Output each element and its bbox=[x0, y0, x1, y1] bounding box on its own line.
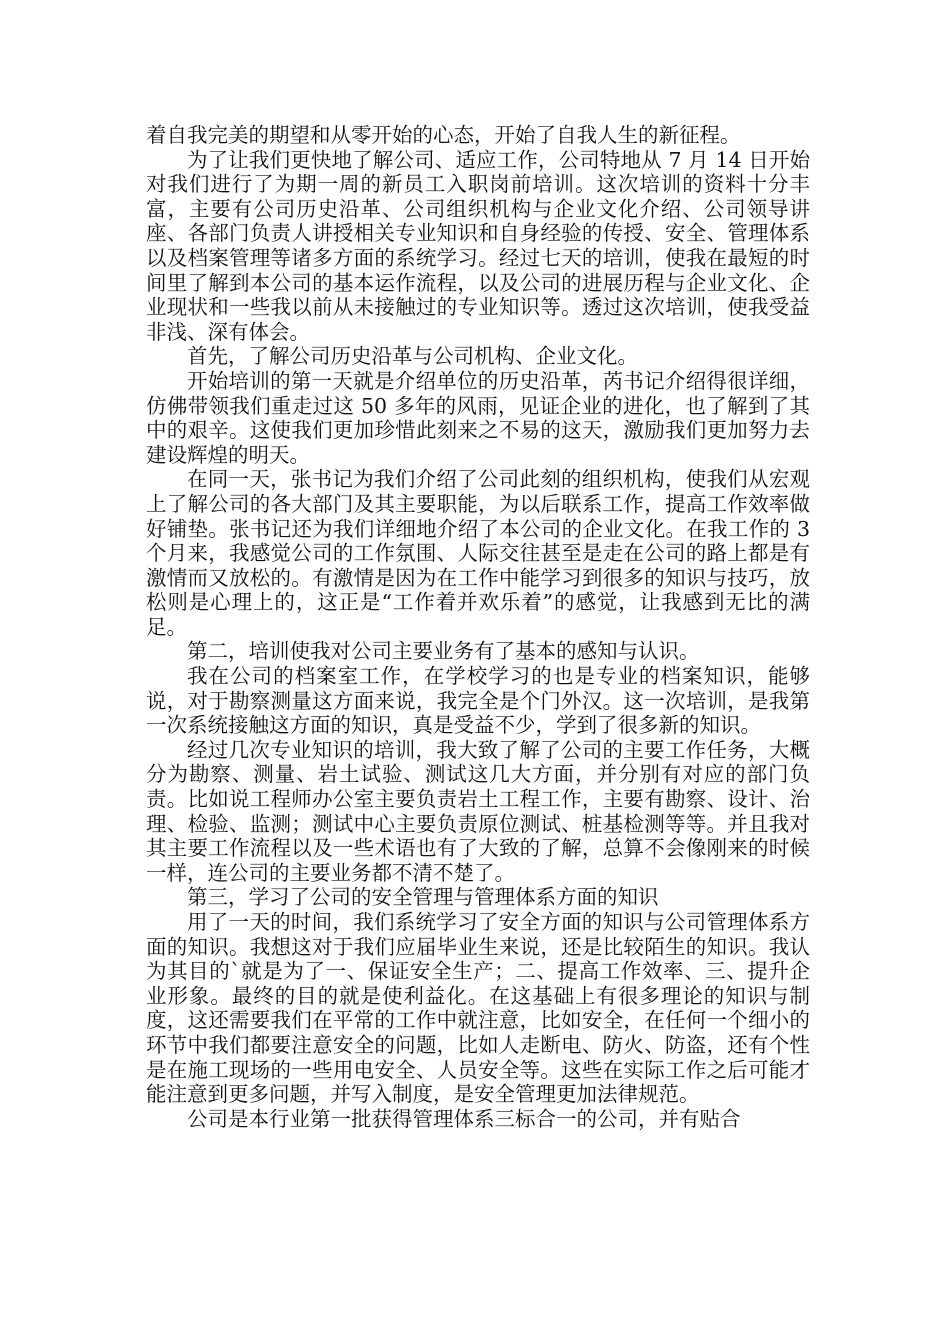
paragraph-4: 在同一天，张书记为我们介绍了公司此刻的组织机构，使我们从宏观上了解公司的各大部门及其主要职能，为以后联系工作，提高工作效率做好铺垫。张书记还为我们详细地介绍了本公司的企业文化。在我工作的 3 个月来，我感觉公司的工作氛围、人际交往甚至是走在公司的路上都是有激情而又放松的。有激情是因为在工作中能学习到很多的知识与技巧，放松则是心理上的，这正是“工作着并欢乐着”的感觉，让我感到无比的满足。 bbox=[146, 467, 810, 639]
paragraph-7: 用了一天的时间，我们系统学习了安全方面的知识与公司管理体系方面的知识。我想这对于我们应届毕业生来说，还是比较陌生的知识。我认为其目的`就是为了一、保证安全生产；二、提高工作效率、三、提升企业形象。最终的目的就是使利益化。在这基础上有很多理论的知识与制度，这还需要我们在平常的工作中就注意，比如安全，在任何一个细小的环节中我们都要注意安全的问题，比如人走断电、防火、防盗，还有个性是在施工现场的一些用电安全、人员安全等。这些在实际工作之后可能才能注意到更多问题，并写入制度，是安全管理更加法律规范。 bbox=[146, 910, 810, 1107]
paragraph-6: 经过几次专业知识的培训，我大致了解了公司的主要工作任务，大概分为勘察、测量、岩土试验、测试这几大方面，并分别有对应的部门负责。比如说工程师办公室主要负责岩土工程工作，主要有勘察、设计、治理、检验、监测；测试中心主要负责原位测试、桩基检测等等。并且我对其主要工作流程以及一些术语也有了大致的了解，总算不会像刚来的时候一样，连公司的主要业务都不清不楚了。 bbox=[146, 737, 810, 885]
paragraph-3: 开始培训的第一天就是介绍单位的历史沿革，芮书记介绍得很详细，仿佛带领我们重走过这 50 多年的风雨，见证企业的进化，也了解到了其中的艰辛。这使我们更加珍惜此刻来之不易的这天，激励我们更加努力去建设辉煌的明天。 bbox=[146, 368, 810, 467]
document-body bbox=[146, 123, 810, 1131]
paragraph-5: 我在公司的档案室工作，在学校学习的也是专业的档案知识，能够说，对于勘察测量这方面来说，我完全是个门外汉。这一次培训，是我第一次系统接触这方面的知识，真是受益不少，学到了很多新的知识。 bbox=[146, 664, 810, 738]
section-heading-1: 首先，了解公司历史沿革与公司机构、企业文化。 bbox=[187, 344, 638, 369]
section-heading-2: 第二，培训使我对公司主要业务有了基本的感知与认识。 bbox=[187, 639, 700, 664]
paragraph-1: 着自我完美的期望和从零开始的心态，开始了自我人生的新征程。 bbox=[146, 123, 741, 147]
paragraph-8: 公司是本行业第一批获得管理体系三标合一的公司，并有贴合 bbox=[187, 1106, 741, 1131]
section-heading-3: 第三，学习了公司的安全管理与管理体系方面的知识 bbox=[187, 885, 659, 910]
paragraph-2: 为了让我们更快地了解公司、适应工作，公司特地从 7 月 14 日开始对我们进行了为期一周的新员工入职岗前培训。这次培训的资料十分丰富，主要有公司历史沿革、公司组织机构与企业文化介绍、公司领导讲座、各部门负责人讲授相关专业知识和自身经验的传授、安全、管理体系以及档案管理等诸多方面的系统学习。经过七天的培训，使我在最短的时间里了解到本公司的基本运作流程，以及公司的进展历程与企业文化、企业现状和一些我以前从未接触过的专业知识等。透过这次培训，使我受益非浅、深有体会。 bbox=[146, 147, 810, 344]
